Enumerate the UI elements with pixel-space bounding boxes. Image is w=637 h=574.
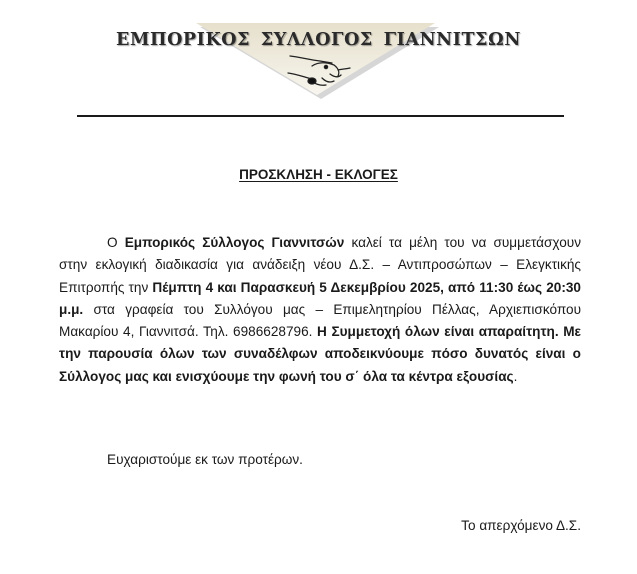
thanks-line: Ευχαριστούμε εκ των προτέρων. <box>107 452 303 467</box>
paragraph-text: καλεί τα μέλη του να συμμετάσχουν στην εκλογική διαδικασία για ανάδειξη νέου Δ.Σ. – Αντιπροσώπων – Ελεγκτικής Επιτροπής την <box>59 235 581 295</box>
paragraph-text: . <box>513 368 518 384</box>
election-dates: Πέμπτη 4 και Παρασκευή 5 Δεκεμβρίου 2025, από 11:30 έως 20:30 μ.μ. <box>59 279 581 317</box>
header-divider <box>77 115 564 117</box>
paragraph-text: στα γραφεία του Συλλόγου μας – Επιμελητηρίου Πέλλας, Αρχιεπισκόπου Μακαρίου 4, Γιαννιτσά. Τηλ. 6986628796. <box>59 301 581 340</box>
signature: Το απερχόμενο Δ.Σ. <box>461 518 581 533</box>
organization-logo <box>0 0 637 110</box>
organization-name: ΕΜΠΟΡΙΚΟΣ ΣΥΛΛΟΓΟΣ ΓΙΑΝΝΙΤΣΩΝ <box>116 30 521 50</box>
organization-name-bold: Εμπορικός Σύλλογος Γιαννιτσών <box>124 235 345 250</box>
paragraph-text: Ο <box>107 235 125 250</box>
invitation-paragraph <box>59 232 581 388</box>
document-title: ΠΡΟΣΚΛΗΣΗ - ΕΚΛΟΓΕΣ <box>239 167 398 182</box>
participation-appeal: Η Συμμετοχή όλων είναι απαραίτητη. Με την παρουσία όλων των συναδέλφων αποδεικνύουμε πόσο δυνατός είναι ο Σύλλογος μας και ενισχύουμε την φωνή του σ΄ όλα τα κέντρα εξουσίας <box>59 324 581 384</box>
logo-triangle <box>0 0 637 110</box>
